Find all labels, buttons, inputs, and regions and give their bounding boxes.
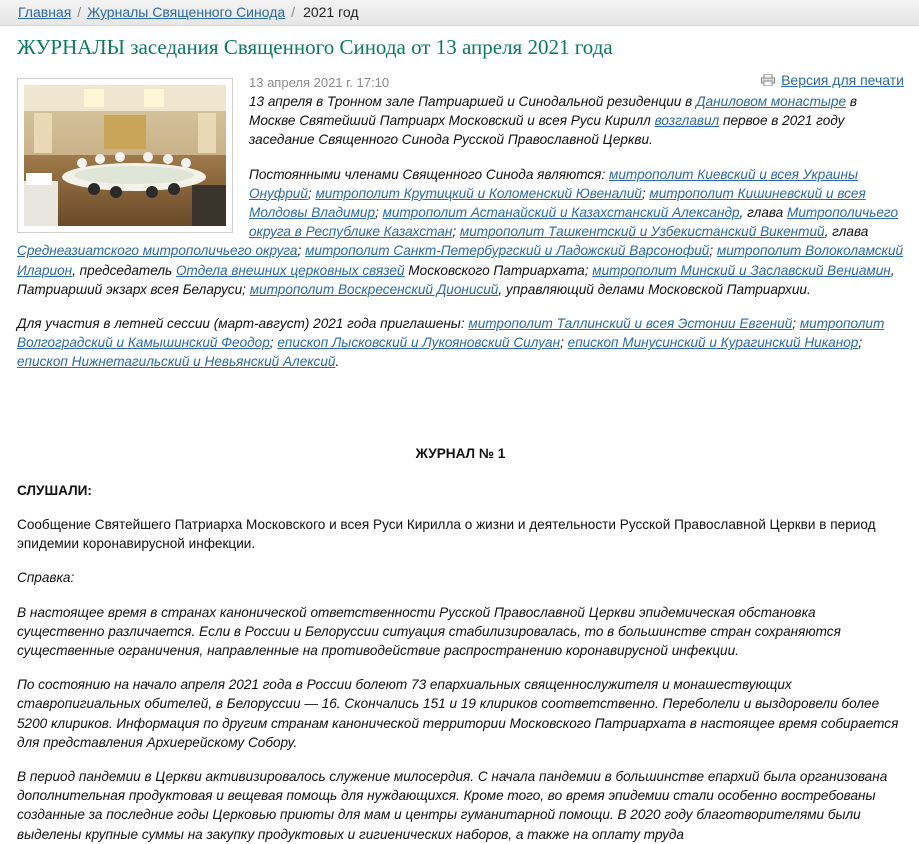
member-link[interactable]: митрополит Воскресенский Дионисий xyxy=(249,281,499,297)
invited-text: . xyxy=(335,354,340,370)
member-link[interactable]: митрополит Крутицкий и Коломенский Ювеналий xyxy=(315,185,642,201)
members-text: Московского Патриархата; xyxy=(404,262,593,278)
invited-link[interactable]: епископ Нижнетагильский и Невьянский Алексий xyxy=(17,354,336,370)
article-date: 13 апреля 2021 г. 17:10 xyxy=(249,75,390,90)
journal-heading: ЖУРНАЛ № 1 xyxy=(415,445,506,461)
breadcrumb-separator: / xyxy=(291,4,296,20)
member-link[interactable]: митрополит Волоколамский Иларион xyxy=(17,243,904,278)
members-text: Постоянными членами Священного Синода являются: xyxy=(249,166,610,182)
article-photo-frame[interactable] xyxy=(17,78,233,233)
invited-text: ; xyxy=(792,316,800,332)
reference-paragraph: В период пандемии в Церкви активизировалось служение милосердия. С начала пандемии в большинстве епархий была организована дополнительная продуктовая и вещевая помощь для нуждающихся. Кроме того, во время эпидемии стали особенно востребованы созданные за последние годы Церковью приюты для мам и центры гуманитарной помощи. В 2020 году благотворителями были выделены крупные суммы на закупку продуктовых и гигиенических наборов, а также на оплату труда xyxy=(17,769,888,842)
members-text: , Патриарший экзарх всея Беларуси; xyxy=(17,262,895,297)
invited-text: ; xyxy=(858,335,863,351)
reference-paragraph: По состоянию на начало апреля 2021 года в России болеют 73 епархиальных священнослужителя и монашествующих ставропигиальных обителей, в Белоруссии — 16. Скончались 151 и 19 клириков соответственно. Переболели и выздоровели более 5200 клириков. Информация по другим странам канонической территории Московского Патриархата в настоящее время собирается для представления Архиерейскому Собору. xyxy=(17,677,899,750)
heard-label: СЛУШАЛИ: xyxy=(17,482,92,498)
district-link[interactable]: Среднеазиатского митрополичьего округа xyxy=(17,243,298,259)
members-text: , глава xyxy=(739,205,788,221)
members-text: ; xyxy=(307,185,316,201)
synod-meeting-photo xyxy=(24,85,226,226)
members-text: , управляющий делами Московской Патриархии. xyxy=(498,281,811,297)
members-text: ; xyxy=(709,243,717,259)
danilov-monastery-link[interactable]: Даниловом монастыре xyxy=(696,94,847,109)
invited-link[interactable]: епископ Минусинский и Курагинский Никанор xyxy=(567,335,859,351)
breadcrumb xyxy=(0,0,919,26)
district-link[interactable]: Митрополичьего округа в Республике Казахстан xyxy=(249,205,899,240)
article-body xyxy=(0,71,919,844)
invited-link[interactable]: митрополит Волгоградский и Камышинский Феодор xyxy=(17,316,885,351)
members-text: ; xyxy=(452,224,460,240)
member-link[interactable]: митрополит Астанайский и Казахстанский Александр xyxy=(382,205,740,221)
invited-text: ; xyxy=(269,335,278,351)
invited-text: Для участия в летней сессии (март-август) 2021 года приглашены: xyxy=(17,316,469,332)
headed-link[interactable]: возглавил xyxy=(654,113,720,129)
breadcrumb-home-link[interactable]: Главная xyxy=(18,4,72,20)
reference-paragraph: В настоящее время в странах канонической ответственности Русской Православной Церкви эпидемическая обстановка существенно различается. Если в России и Белоруссии ситуация стабилизировалась, то в большинстве стран сохраняются существенные ограничения, направленные на противодействие распространению коронавирусной инфекции. xyxy=(17,604,841,659)
members-text: ; xyxy=(297,243,306,259)
department-link[interactable]: Отдела внешних церковных связей xyxy=(175,262,405,278)
invited-paragraph xyxy=(17,314,904,372)
breadcrumb-separator: / xyxy=(77,4,82,20)
article-meta xyxy=(17,71,904,92)
page-title: ЖУРНАЛЫ заседания Священного Синода от 13 апреля 2021 года xyxy=(17,35,613,59)
print-version xyxy=(761,71,904,90)
breadcrumb-section-link[interactable]: Журналы Священного Синода xyxy=(87,4,286,20)
breadcrumb-current: 2021 год xyxy=(303,4,359,20)
invited-link[interactable]: епископ Лысковский и Лукояновский Силуан xyxy=(277,335,561,351)
intro-text: первое в 2021 году заседание Священного Синода Русской Православной Церкви. xyxy=(249,113,845,148)
reference-label: Справка: xyxy=(17,570,75,586)
member-link[interactable]: митрополит Ташкентский и Узбекистанский Викентий xyxy=(459,224,825,240)
member-link[interactable]: митрополит Киевский и всея Украины Онуфрий xyxy=(249,166,858,201)
members-text: , глава xyxy=(824,224,869,240)
print-version-link[interactable]: Версия для печати xyxy=(781,72,904,88)
invited-text: ; xyxy=(560,335,568,351)
member-link[interactable]: митрополит Санкт-Петербургский и Ладожский Варсонофий xyxy=(305,243,710,259)
member-link[interactable]: митрополит Кишиневский и всея Молдовы Владимир xyxy=(249,185,866,221)
member-link[interactable]: митрополит Минский и Заславский Вениамин xyxy=(592,262,891,278)
intro-text: 13 апреля в Тронном зале Патриаршей и Синодальной резиденции в xyxy=(249,94,697,109)
intro-text: в Москве Святейший Патриарх Московский и всея Руси Кирилл xyxy=(249,94,857,129)
invited-link[interactable]: митрополит Таллинский и всея Эстонии Евгений xyxy=(468,316,793,332)
printer-icon[interactable] xyxy=(761,74,775,86)
members-text: , председатель xyxy=(72,262,176,278)
journal-message: Сообщение Святейшего Патриарха Московского и всея Руси Кирилла о жизни и деятельности Русской Православной Церкви в период эпидемии коронавирусной инфекции. xyxy=(17,517,876,552)
members-text: ; xyxy=(375,205,383,221)
members-text: ; xyxy=(641,185,650,201)
